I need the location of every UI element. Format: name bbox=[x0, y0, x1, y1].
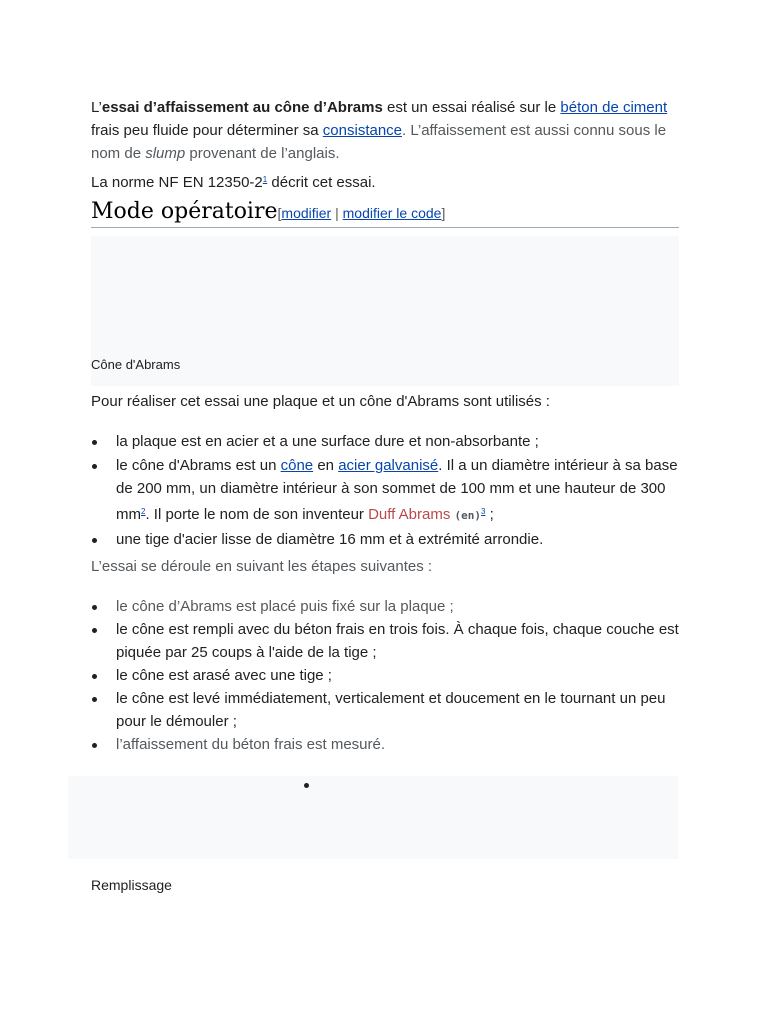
article-content bbox=[91, 96, 679, 753]
norm-text: décrit cet essai. bbox=[267, 174, 376, 191]
bullet-icon bbox=[92, 464, 97, 469]
norm-text: La norme NF EN 12350-2 bbox=[91, 174, 263, 191]
list-item bbox=[91, 687, 679, 733]
reference-2[interactable]: 2 bbox=[141, 507, 146, 516]
list-item bbox=[91, 454, 679, 527]
procedure-content bbox=[91, 390, 679, 756]
intro-slump-term: slump bbox=[145, 145, 186, 162]
separator: | bbox=[331, 205, 343, 221]
link-acier-galvanise[interactable]: acier galvanisé bbox=[338, 457, 439, 474]
list-item-text: en bbox=[313, 457, 339, 474]
equipment-intro: Pour réaliser cet essai une plaque et un cône d'Abrams sont utilisés : bbox=[91, 393, 550, 410]
list-item bbox=[91, 595, 679, 618]
intro-text: frais peu fluide pour déterminer sa bbox=[91, 122, 323, 139]
section-title: Mode opératoire bbox=[91, 199, 278, 224]
intro-text: provenant de l’anglais. bbox=[185, 145, 340, 162]
steps-intro: L’essai se déroule en suivant les étapes suivantes : bbox=[91, 558, 433, 575]
intro-text: est un essai réalisé sur le bbox=[382, 99, 561, 116]
list-item bbox=[91, 618, 679, 664]
reference-3[interactable]: 3 bbox=[481, 507, 486, 516]
list-item bbox=[91, 430, 679, 453]
list-item-text: le cône est levé immédiatement, verticalement et doucement en le tournant un peu pour le démouler ; bbox=[116, 690, 666, 730]
link-duff-abrams[interactable]: Duff Abrams bbox=[368, 506, 451, 523]
steps-list bbox=[91, 595, 679, 756]
section-heading-row bbox=[91, 199, 679, 228]
link-cone[interactable]: cône bbox=[280, 457, 314, 474]
reference-1[interactable]: 1 bbox=[262, 175, 268, 184]
figure-gallery[interactable] bbox=[68, 776, 678, 859]
list-item bbox=[91, 528, 679, 551]
list-item bbox=[91, 664, 679, 687]
interlanguage-link-en[interactable]: (en) bbox=[454, 509, 482, 522]
list-item-text: ; bbox=[485, 506, 494, 523]
norm-paragraph bbox=[91, 168, 679, 194]
bullet-icon bbox=[92, 697, 97, 702]
list-item-text: le cône est rempli avec du béton frais en trois fois. À chaque fois, chaque couche est piquée par 25 coups à l'aide de la tige ; bbox=[116, 621, 679, 661]
bullet-icon bbox=[92, 628, 97, 633]
list-item-text: une tige d'acier lisse de diamètre 16 mm et à extrémité arrondie. bbox=[116, 531, 544, 548]
figure-cone-abrams[interactable] bbox=[91, 236, 679, 386]
list-item-text: . Il porte le nom de son inventeur bbox=[145, 506, 369, 523]
list-item-text: le cône est arasé avec une tige ; bbox=[116, 667, 332, 684]
list-item-text: . Il a un diamètre intérieur à sa base de 200 mm, un diamètre intérieur à son sommet de 100 mm et une hauteur de 300 mm bbox=[116, 457, 678, 523]
bracket: [ bbox=[277, 205, 282, 221]
bullet-icon bbox=[92, 440, 97, 445]
equipment-list bbox=[91, 430, 679, 551]
intro-paragraph bbox=[91, 96, 679, 165]
link-beton-de-ciment[interactable]: béton de ciment bbox=[560, 99, 668, 116]
figure-caption: Cône d'Abrams bbox=[91, 357, 181, 372]
figure-caption-remplissage: Remplissage bbox=[91, 877, 172, 893]
bullet-icon bbox=[304, 783, 309, 788]
bracket: ] bbox=[441, 205, 446, 221]
list-item-text: l’affaissement du béton frais est mesuré. bbox=[116, 736, 386, 753]
bullet-icon bbox=[92, 743, 97, 748]
list-item-text: le cône d'Abrams est un bbox=[116, 457, 281, 474]
edit-section-link[interactable]: modifier bbox=[281, 205, 332, 221]
intro-term: essai d’affaissement au cône d’Abrams bbox=[101, 99, 383, 116]
bullet-icon bbox=[92, 538, 97, 543]
section-edit-links bbox=[278, 205, 446, 221]
intro-prefix: L’ bbox=[91, 99, 102, 116]
list-item-text: le cône d’Abrams est placé puis fixé sur la plaque ; bbox=[116, 598, 454, 615]
list-item bbox=[91, 733, 679, 756]
bullet-icon bbox=[92, 605, 97, 610]
edit-source-link[interactable]: modifier le code bbox=[342, 205, 442, 221]
list-item-text: la plaque est en acier et a une surface dure et non-absorbante ; bbox=[116, 433, 539, 450]
bullet-icon bbox=[92, 674, 97, 679]
link-consistance[interactable]: consistance bbox=[322, 122, 403, 139]
intro-text: . L’affaissement est aussi connu sous le nom de bbox=[91, 122, 667, 162]
